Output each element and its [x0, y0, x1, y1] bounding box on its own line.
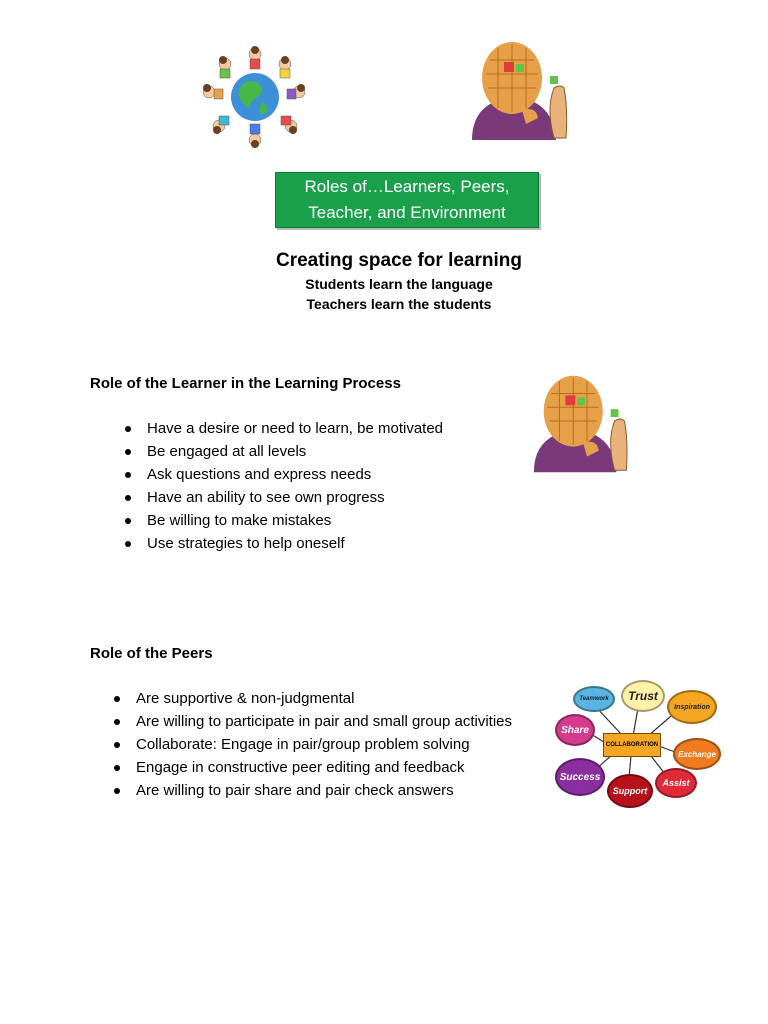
collab-center: COLLABORATION — [603, 733, 661, 757]
puzzle-head-thinker-icon — [462, 40, 590, 140]
list-item: Have a desire or need to learn, be motivated — [125, 417, 443, 440]
assist-bubble: Assist — [655, 768, 697, 798]
list-item: Use strategies to help oneself — [125, 532, 443, 555]
learner-heading: Role of the Learner in the Learning Process — [90, 375, 401, 392]
peers-heading: Role of the Peers — [90, 645, 213, 662]
list-item: Be engaged at all levels — [125, 440, 443, 463]
puzzle-head-thinker-icon — [524, 373, 650, 473]
inspiration-bubble: Inspiration — [667, 690, 717, 724]
share-bubble: Share — [555, 714, 595, 746]
list-item: Are willing to pair share and pair check answers — [114, 779, 512, 802]
collaboration-diagram-icon — [553, 678, 721, 808]
list-item: Have an ability to see own progress — [125, 486, 443, 509]
list-item: Engage in constructive peer editing and feedback — [114, 756, 512, 779]
peers-list — [114, 687, 512, 802]
children-globe-icon — [195, 42, 315, 152]
banner-line-1: Roles of…Learners, Peers, — [304, 177, 510, 196]
list-item: Are supportive & non-judgmental — [114, 687, 512, 710]
exchange-bubble: Exchange — [673, 738, 721, 770]
support-bubble: Support — [607, 774, 653, 808]
list-item: Are willing to participate in pair and small group activities — [114, 710, 512, 733]
list-item: Collaborate: Engage in pair/group problem solving — [114, 733, 512, 756]
list-item: Be willing to make mistakes — [125, 509, 443, 532]
title-banner — [275, 172, 539, 228]
intro-title: Creating space for learning — [275, 250, 522, 271]
success-bubble: Success — [555, 758, 605, 796]
teamwork-bubble: Teamwork — [573, 686, 615, 712]
trust-bubble: Trust — [621, 680, 665, 712]
banner-line-2: Teacher, and Environment — [308, 203, 506, 222]
learner-list — [125, 417, 443, 555]
intro-line-1: Students learn the language — [305, 276, 493, 292]
list-item: Ask questions and express needs — [125, 463, 443, 486]
intro-line-2: Teachers learn the students — [306, 296, 492, 312]
